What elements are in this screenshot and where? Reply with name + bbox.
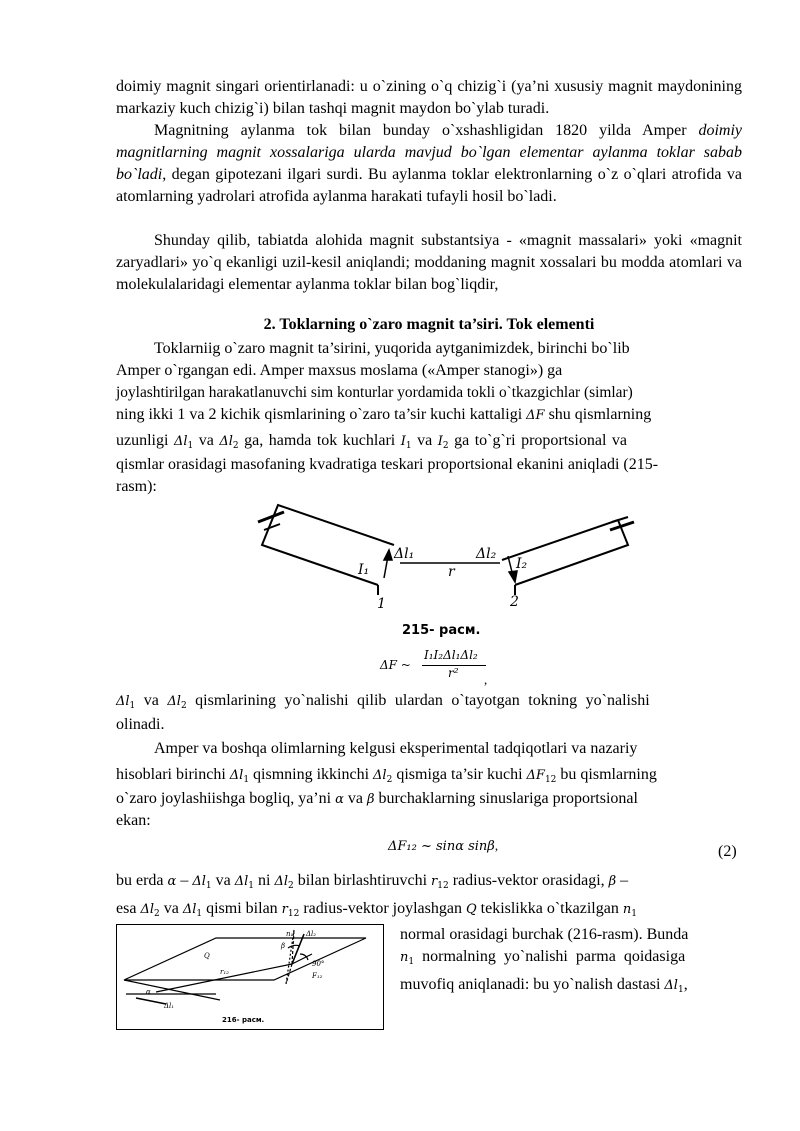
section-line-5: uzunligi $\Delta l_1$ va $\Delta l_2$ ga, hamda tok kuchlari $I_1$ va $I_2$ ga to`g`ri proportsional va — [116, 432, 627, 451]
label-dl2: Δl₂ — [476, 546, 497, 562]
formula-1-numerator: I₁I₂Δl₁Δl₂ — [424, 648, 478, 662]
section-line-4: ning ikki 1 va 2 kichik qismlarining o`zaro ta’sir kuchi kattaligi ΔF shu qismlarning — [116, 406, 652, 423]
section-line-2: Amper o`rgangan edi. Amper maxsus moslama («Amper stanogi») ga — [116, 362, 563, 379]
amper-line-3: o`zaro joylashiishga bogliq, ya’ni α va β burchaklarning sinuslariga proportsional — [116, 790, 638, 807]
right-line-2: $n_1$ normalning yo`nalishi parma qoidasiga — [400, 948, 686, 967]
after-formula-line-1: $\Delta l_1$ va $\Delta l_2$ qismlarining yo`nalishi qilib ulardan o`tayotgan tokning yo`nalishi — [116, 692, 650, 711]
after-formula-line-2: olinadi. — [116, 716, 165, 733]
section-line-6: qismlar orasidagi masofaning kvadratiga teskari proportsional ekanini aniqladi (215- — [116, 456, 659, 473]
label-1: 1 — [377, 596, 386, 612]
symbol-I2: $I_2$ — [437, 434, 449, 451]
formula-1-denominator: r² — [448, 666, 459, 680]
symbol-I1: $I_1$ — [400, 434, 412, 451]
figure-216 — [116, 924, 384, 1030]
figure-216-caption: 216- расм. — [222, 1016, 265, 1024]
section-title: 2. Toklarning o`zaro magnit ta’siri. Tok elementi — [263, 316, 595, 333]
figure-215 — [250, 500, 650, 645]
equation-number: (2) — [718, 843, 737, 860]
paragraph-3: Shunday qilib, tabiatda alohida magnit substantsiya - «magnit massalari» yoki «magnit zaryadlari» yo`q ekanligi uzil-kesil aniqlandi; moddaning magnit xossalari bu modda atomlari va molekulalaridagi elementar aylanma toklar bilan bog`liqdir, — [116, 232, 742, 293]
p2-start: Magnitning aylanma tok bilan bunday o`xshashligidan 1820 yilda Amper — [154, 122, 699, 139]
paragraph-2 — [116, 120, 742, 208]
label-beta: β — [281, 942, 286, 950]
label-F12: F₁₂ — [312, 972, 323, 980]
symbol-dl2: $\Delta l_2$ — [219, 434, 239, 451]
label-dl2-216: Δl₂ — [306, 930, 317, 938]
label-Q: Q — [204, 952, 210, 960]
label-2: 2 — [510, 594, 519, 610]
label-dl1: Δl₁ — [394, 546, 415, 562]
right-line-3: muvofiq aniqlanadi: bu yo`nalish dastasi $\Delta l_1$, — [400, 976, 688, 995]
right-line-1: normal orasidagi burchak (216-rasm). Bunda — [400, 926, 689, 943]
label-r: r — [448, 564, 455, 580]
label-alpha: α — [146, 988, 151, 996]
amper-line-2: hisoblari birinchi $\Delta l_1$ qismning ikkinchi $\Delta l_2$ qismiga ta’sir kuchi $\Delta F_{12}$ bu qismlarning — [116, 766, 657, 785]
section-line-7: rasm): — [116, 478, 157, 495]
p2-hypothesis: doimiy magnitlarning magnit xossalariga ularda mavjud bo`lgan elementar aylanma toklar sabab bo`ladi — [116, 122, 742, 183]
bu-erda-line-1: bu erda α – $\Delta l_1$ va $\Delta l_1$ ni $\Delta l_2$ bilan birlashtiruvchi $r_{12}$ radius-vektor orasidagi, β – — [116, 872, 629, 891]
amper-line-4: ekan: — [116, 812, 151, 829]
figure-215-caption: 215- расм. — [402, 623, 481, 638]
symbol-dF: ΔF — [526, 408, 545, 423]
section-line-3: joylashtirilgan harakatlanuvchi sim konturlar yordamida tokli o`tkazgichlar (simlar) — [116, 384, 633, 401]
symbol-dl1: $\Delta l_1$ — [173, 434, 194, 451]
amper-line-1: Amper va boshqa olimlarning kelgusi eksperimental tadqiqotlari va nazariy — [154, 740, 638, 757]
formula-1: ΔF ~ I₁I₂Δl₁Δl₂ r² , — [380, 648, 488, 687]
label-90: 90° — [312, 960, 325, 968]
bu-erda-line-2: esa $\Delta l_2$ va $\Delta l_1$ qismi bilan $r_{12}$ radius-vektor joylashgan Q tekislikka o`tkazilgan $n_1$ — [116, 900, 637, 919]
paragraph-1: doimiy magnit singari orientirlanadi: u o`zining o`q chizig`i (ya’ni xususiy magnit maydonining markaziy kuch chizig`i) bilan tashqi magnit maydon bo`ylab turadi. — [116, 78, 742, 117]
label-I2: I₂ — [516, 556, 528, 572]
label-I1: I₁ — [358, 562, 370, 578]
section-line-1: Toklarniig o`zaro magnit ta’sirini, yuqorida aytganimizdek, birinchi bo`lib — [154, 340, 630, 357]
formula-2: ΔF₁₂ ~ sinα sinβ, — [388, 838, 499, 854]
label-dl1-216: Δl₁ — [164, 1002, 175, 1010]
label-r12: r₁₂ — [220, 968, 229, 976]
p2-end: , degan gipotezani ilgari surdi. Bu aylanma toklar elektronlarning o`z o`qlari atrofida va atomlarning yadrolari atrofida aylanma harakati tufayli hosil bo`ladi. — [116, 166, 742, 205]
label-n1: n₁ — [286, 930, 294, 938]
